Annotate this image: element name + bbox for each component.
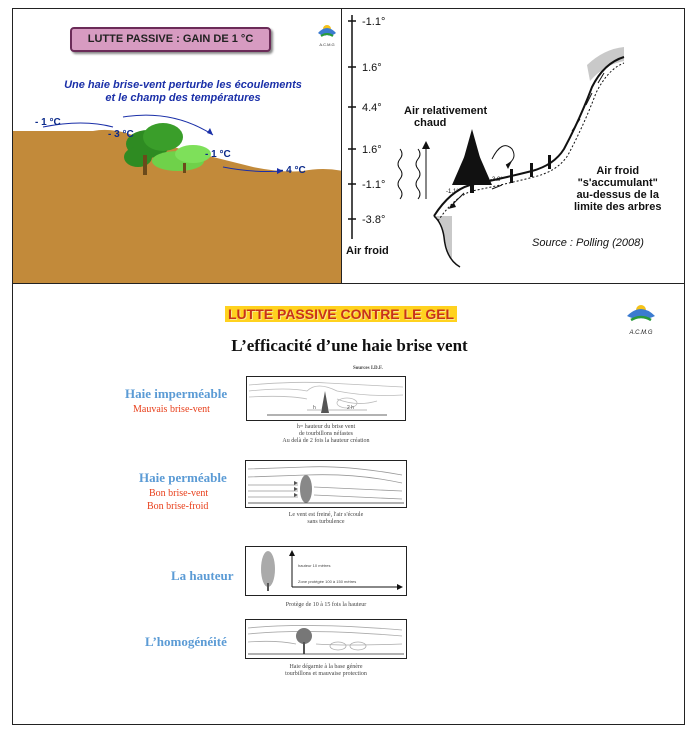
caption-homogeneity [245,664,407,678]
scale-tick-1: -1.1° [362,16,386,28]
temperature-label-3: - 1 °C [205,149,231,160]
caption-homogeneity-line-2: tourbillons et mauvaise protection [285,671,367,677]
caption-permeable-line-2: sans turbulence [307,519,345,525]
caption-line-2: et le champ des températures [105,92,261,104]
section-heading: L’efficacité d’une haie brise vent [231,336,468,355]
cold-air-label: Air froid [346,245,389,257]
temperature-label-1: - 1 °C [35,117,61,128]
scale-tick-2: 1.6° [362,62,382,74]
caption-impermeable-line-1: h= hauteur du brise vent [296,424,356,430]
caption-impermeable [246,424,406,445]
sources-note: Sources I.D.F. [353,366,383,371]
temperature-label-2: - 3 °C [108,129,134,140]
conifer-tree-icon [452,129,492,193]
item-sub-permeable-1: Bon brise-vent [149,488,209,499]
panel-title: LUTTE PASSIVE : GAIN DE 1 °C [70,27,271,52]
scale-tick-5: -1.1° [362,179,386,191]
banner-title: LUTTE PASSIVE CONTRE LE GEL [225,306,457,322]
item-label-homogeneity: L’homogénéité [145,634,227,649]
item-label-permeable: Haie perméable [139,470,227,485]
cold-air-pooling-panel [341,8,685,284]
item-label-impermeable: Haie imperméable [125,386,228,401]
diagram-impermeable [246,376,406,421]
caption-permeable [245,512,407,526]
warm-air-line-2: chaud [414,117,447,129]
windbreak-efficiency-panel [12,283,685,725]
item-sub-permeable-2: Bon brise-froid [147,501,209,512]
item-sub-impermeable: Mauvais brise-vent [133,404,210,415]
logo-text: A.C.M.G [319,42,335,47]
logo-text: A.C.M.G [629,330,653,336]
ground-profile-diagram [13,9,342,284]
scale-tick-4: 1.6° [362,144,382,156]
caption-height: Protège de 10 à 15 fois la hauteur [285,602,367,608]
caption-line-1: Une haie brise-vent perturbe les écoulements [64,79,302,91]
acmg-logo-icon [619,298,663,338]
accumulating-cold-air-label [574,165,661,213]
caption-impermeable-line-2: de tourbillons néfastes [299,431,353,437]
caption-impermeable-line-3: Au delà de 2 fois la hauteur création [282,438,370,444]
source-citation: Source : Polling (2008) [532,237,644,249]
accumulate-line-3: au-dessus de la [576,189,659,201]
caption-homogeneity-line-1: Haie dégarnie à la base génère [289,664,363,670]
scale-tick-6: -3.8° [362,214,386,226]
caption-permeable-line-1: Le vent est freiné, l'air s'écoule [288,512,364,518]
h-mark: h [313,405,316,411]
diagram-height [245,546,407,596]
inline-temp-1: -1.1° [446,189,459,195]
diagram-permeable [245,460,407,508]
2h-mark: 2 h [347,405,354,411]
warm-air-label [404,105,487,129]
accumulate-line-4: limite des arbres [574,201,662,213]
inline-temp-2: -3.8° [490,177,503,183]
warm-air-line-1: Air relativement [404,105,488,117]
accumulate-line-1: Air froid [596,165,640,177]
height-note: hauteur 10 mètres [298,563,331,568]
item-label-height: La hauteur [171,568,234,583]
accumulate-line-2: "s'accumulant" [577,177,658,189]
temperature-label-4: - 4 °C [280,165,306,176]
protected-zone-note: Zone protégée 100 à 150 mètres [298,579,357,584]
windbreak-temperature-panel [12,8,342,284]
scale-tick-3: 4.4° [362,102,382,114]
diagram-homogeneity [245,619,407,659]
